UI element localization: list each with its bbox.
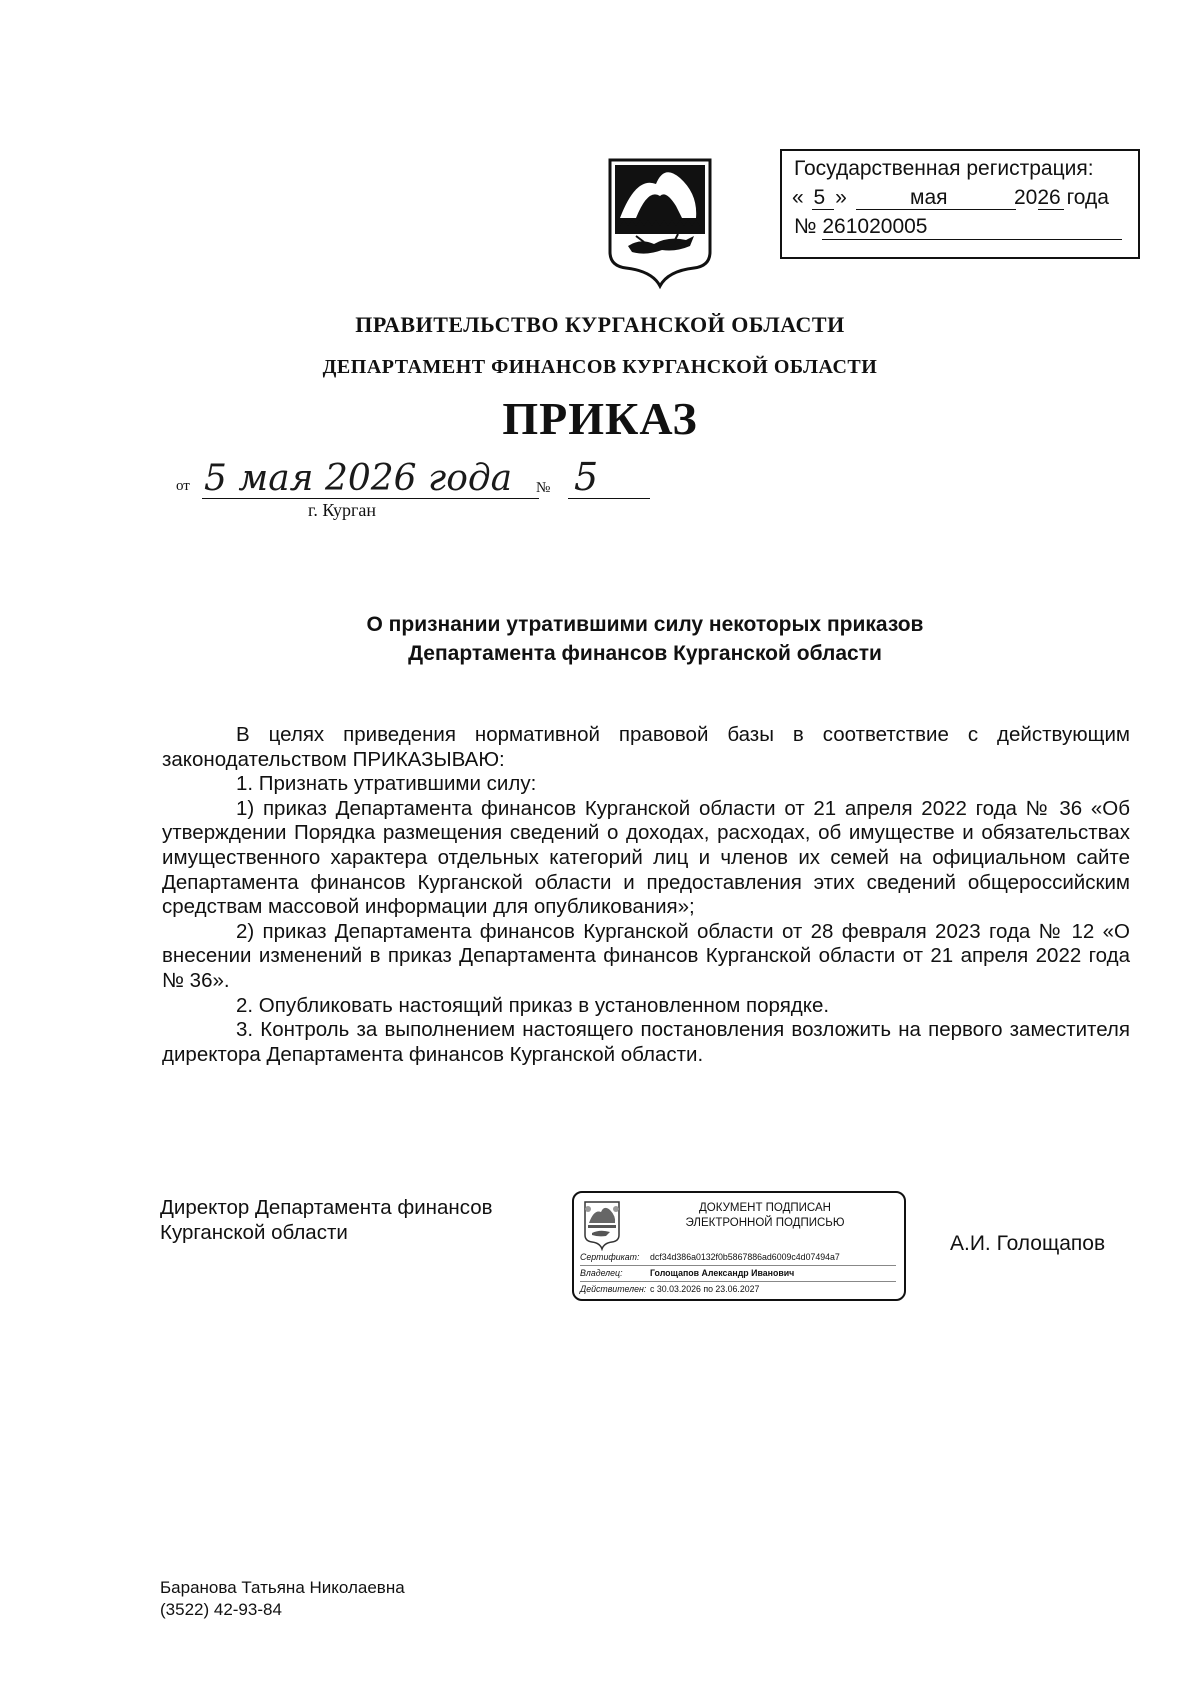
registration-title: Государственная регистрация: xyxy=(794,157,1094,180)
esig-cert-row xyxy=(580,1250,896,1266)
esig-owner-value: Голощапов Александр Иванович xyxy=(650,1268,795,1278)
item-1-paragraph: 1. Признать утратившими силу: xyxy=(236,772,537,796)
registration-number: 261020005 xyxy=(822,215,928,238)
executor-contact xyxy=(160,1577,405,1621)
esig-valid-label: Действителен: xyxy=(580,1284,647,1294)
esig-cert-value: dcf34d386a0132f0b5867886ad6009c4d07494a7 xyxy=(650,1252,840,1262)
year-prefix: 20 xyxy=(1014,186,1038,209)
year-word: года xyxy=(1066,186,1109,209)
electronic-signature-stamp xyxy=(572,1191,906,1301)
number-label: № xyxy=(536,480,551,496)
close-quote: » xyxy=(835,186,847,209)
esig-owner-row xyxy=(580,1266,896,1282)
order-body xyxy=(162,723,1130,1067)
esig-details xyxy=(580,1250,896,1297)
registration-stamp xyxy=(780,149,1140,259)
esig-cert-label: Сертификат: xyxy=(580,1252,640,1262)
number-underline xyxy=(822,239,1122,240)
signer-title-line-2: Курганской области xyxy=(160,1221,348,1244)
signer-title xyxy=(160,1195,493,1245)
registration-number-row xyxy=(794,215,928,239)
item-1-1-paragraph: 1) приказ Департамента финансов Курганской области от 21 апреля 2022 года № 36 «Об утверждении Порядка размещения сведений о доходах, расходах, об имуществе и обязательствах имущественного характера отдельных категорий лиц и членов их семей на официальном сайте Департамента финансов Курганской области и предоставления этих сведений общероссийским средствам массовой информации для опубликования»; xyxy=(162,796,1130,919)
coat-of-arms-icon xyxy=(606,156,714,290)
document-type-title: ПРИКАЗ xyxy=(502,393,698,444)
preamble-paragraph: В целях приведения нормативной правовой базы в соответствие с действующим законодательством ПРИКАЗЫВАЮ: xyxy=(162,723,1130,771)
registration-month: мая xyxy=(910,186,948,209)
city-label: г. Курган xyxy=(308,500,377,520)
item-1-2-paragraph: 2) приказ Департамента финансов Курганской области от 28 февраля 2023 года № 12 «О внесении изменений в приказ Департамента финансов Курганской области от 21 апреля 2022 года № 36». xyxy=(162,919,1130,992)
esig-heading-line-1: ДОКУМЕНТ ПОДПИСАН xyxy=(699,1202,831,1214)
handwritten-number: 5 xyxy=(574,455,599,499)
registration-day: 5 xyxy=(813,186,826,209)
signer-name: А.И. Голощапов xyxy=(950,1232,1106,1255)
government-heading: ПРАВИТЕЛЬСТВО КУРГАНСКОЙ ОБЛАСТИ xyxy=(355,312,845,337)
handwritten-date: 5 мая 2026 года xyxy=(204,458,513,499)
esig-heading-line-2: ЭЛЕКТРОННОЙ ПОДПИСЬЮ xyxy=(685,1217,845,1229)
item-3-paragraph: 3. Контроль за выполнением настоящего постановления возложить на первого заместителя директора Департамента финансов Курганской области. xyxy=(162,1018,1130,1066)
number-label: № xyxy=(794,215,817,238)
day-underline xyxy=(812,209,834,210)
signer-title-line-1: Директор Департамента финансов xyxy=(160,1196,493,1219)
from-label: от xyxy=(176,478,190,494)
esig-heading xyxy=(634,1201,896,1231)
subject-title xyxy=(160,610,1130,668)
subject-line-1: О признании утратившими силу некоторых приказов xyxy=(366,613,924,636)
year-suffix: 26 xyxy=(1037,186,1061,209)
department-heading: ДЕПАРТАМЕНТ ФИНАНСОВ КУРГАНСКОЙ ОБЛАСТИ xyxy=(322,356,878,378)
esig-valid-row xyxy=(580,1282,896,1297)
small-coat-of-arms-icon xyxy=(582,1199,622,1251)
item-2-paragraph: 2. Опубликовать настоящий приказ в установленном порядке. xyxy=(236,993,830,1017)
year-underline xyxy=(1038,209,1064,210)
subject-line-2: Департамента финансов Курганской области xyxy=(408,642,882,665)
registration-date-row xyxy=(792,186,847,210)
esig-valid-value: с 30.03.2026 по 23.06.2027 xyxy=(650,1284,760,1294)
open-quote: « xyxy=(792,186,804,209)
registration-year xyxy=(1014,186,1109,210)
esig-owner-label: Владелец: xyxy=(580,1268,623,1278)
executor-phone: (3522) 42-93-84 xyxy=(160,1600,282,1619)
executor-name: Баранова Татьяна Николаевна xyxy=(160,1578,405,1597)
